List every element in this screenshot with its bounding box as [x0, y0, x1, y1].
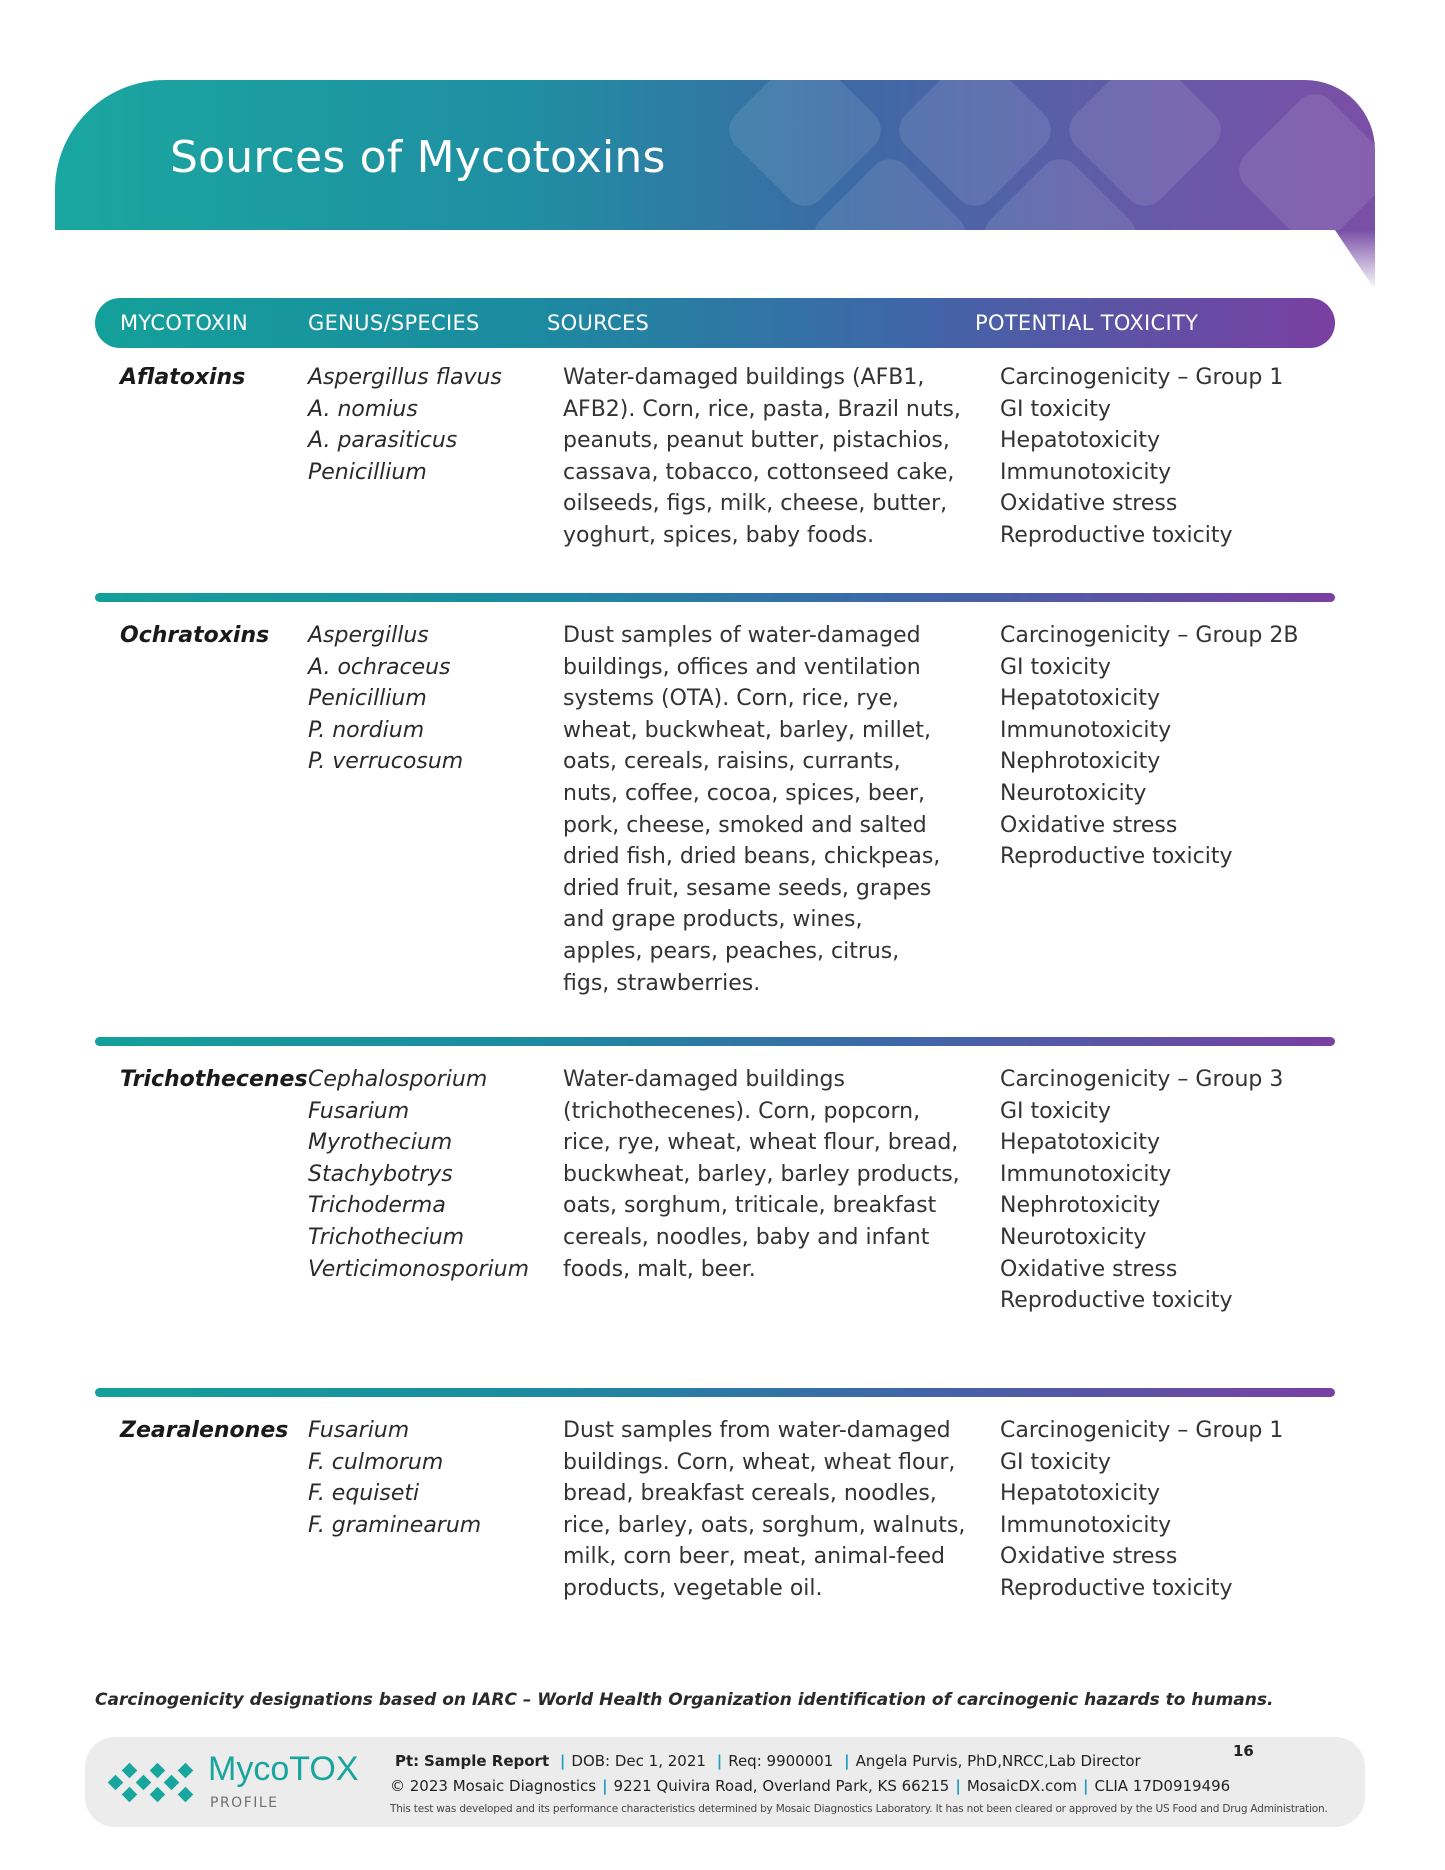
- toxicity-item: Neurotoxicity: [1000, 780, 1147, 806]
- toxicity-item: Carcinogenicity – Group 3: [1000, 1067, 1284, 1092]
- sources-line: milk, corn beer, meat, animal-feed: [563, 1544, 945, 1570]
- toxicity-item: Nephrotoxicity: [1000, 749, 1161, 775]
- mycotox-logo-icon: [105, 1755, 200, 1810]
- sources-cell: [563, 620, 973, 999]
- website-link[interactable]: MosaicDX.com: [966, 1777, 1078, 1795]
- genus-species-item: A. nomius: [308, 396, 418, 422]
- toxicity-item: Nephrotoxicity: [1000, 1193, 1161, 1219]
- column-header-toxicity: POTENTIAL TOXICITY: [975, 311, 1199, 335]
- toxicity-item: GI toxicity: [1000, 654, 1111, 680]
- logo-name: MycoTOX: [208, 1750, 359, 1788]
- sources-line: oilseeds, figs, milk, cheese, butter,: [563, 491, 948, 517]
- sources-cell: [563, 1415, 973, 1605]
- sources-line: buildings, offices and ventilation: [563, 654, 921, 680]
- genus-species-item: Cephalosporium: [308, 1067, 488, 1092]
- table-header: [95, 298, 1335, 348]
- toxicity-item: Reproductive toxicity: [1000, 1575, 1233, 1601]
- sources-line: apples, pears, peaches, citrus,: [563, 938, 900, 964]
- sources-line: peanuts, peanut butter, pistachios,: [563, 428, 950, 454]
- pt-value: Sample Report: [423, 1752, 550, 1770]
- mycotoxin-name: Aflatoxins: [120, 365, 246, 390]
- sources-line: yoghurt, spices, baby foods.: [563, 522, 875, 548]
- toxicity-item: Oxidative stress: [1000, 1256, 1178, 1282]
- genus-species-item: Fusarium: [308, 1098, 410, 1124]
- sources-line: buckwheat, barley, barley products,: [563, 1161, 960, 1187]
- toxicity-item: Reproductive toxicity: [1000, 522, 1233, 548]
- toxicity-item: Neurotoxicity: [1000, 1224, 1147, 1250]
- toxicity-cell: [1000, 1064, 1283, 1317]
- address: 9221 Quivira Road, Overland Park, KS 66215: [613, 1777, 950, 1795]
- genus-species-cell: [308, 1064, 529, 1285]
- column-header-genus: GENUS/SPECIES: [308, 311, 480, 335]
- sources-line: dried fruit, sesame seeds, grapes: [563, 875, 932, 901]
- genus-species-item: Verticimonosporium: [308, 1256, 529, 1282]
- genus-species-item: A. ochraceus: [308, 654, 451, 680]
- banner-tail: [1335, 230, 1375, 290]
- toxicity-item: Oxidative stress: [1000, 1544, 1178, 1570]
- copyright: © 2023 Mosaic Diagnostics: [390, 1777, 597, 1795]
- genus-species-item: Penicillium: [308, 459, 427, 485]
- toxicity-item: Immunotoxicity: [1000, 1512, 1172, 1538]
- page-title: Sources of Mycotoxins: [170, 132, 666, 183]
- lab-director: Angela Purvis, PhD,NRCC,Lab Director: [855, 1752, 1141, 1770]
- sources-cell: [563, 1064, 973, 1285]
- sources-line: rice, rye, wheat, wheat flour, bread,: [563, 1130, 959, 1156]
- toxicity-item: Hepatotoxicity: [1000, 686, 1161, 712]
- toxicity-cell: [1000, 362, 1283, 552]
- genus-species-cell: [308, 362, 502, 488]
- sources-line: systems (OTA). Corn, rice, rye,: [563, 686, 900, 712]
- toxicity-item: Carcinogenicity – Group 1: [1000, 365, 1284, 390]
- toxicity-item: Immunotoxicity: [1000, 459, 1172, 485]
- genus-species-item: F. equiseti: [308, 1481, 420, 1507]
- genus-species-item: P. verrucosum: [308, 749, 464, 775]
- toxicity-item: GI toxicity: [1000, 396, 1111, 422]
- genus-species-item: Myrothecium: [308, 1130, 453, 1156]
- genus-species-item: Aspergillus flavus: [308, 365, 502, 390]
- genus-species-cell: [308, 1415, 481, 1541]
- row-divider: [95, 1388, 1335, 1397]
- sources-line: cereals, noodles, baby and infant: [563, 1224, 930, 1250]
- sources-line: rice, barley, oats, sorghum, walnuts,: [563, 1512, 966, 1538]
- toxicity-item: GI toxicity: [1000, 1449, 1111, 1475]
- sources-cell: [563, 362, 973, 552]
- sources-line: dried fish, dried beans, chickpeas,: [563, 844, 941, 870]
- decorative-diamond: [1230, 85, 1375, 230]
- toxicity-item: Immunotoxicity: [1000, 1161, 1172, 1187]
- dob-label: DOB:: [571, 1752, 611, 1770]
- genus-species-cell: [308, 620, 463, 778]
- toxicity-item: Immunotoxicity: [1000, 717, 1172, 743]
- patient-info-line: Pt: Sample Report | DOB: Dec 1, 2021 | Req: 9900001 | Angela Purvis, PhD,NRCC,Lab Director: [395, 1752, 1141, 1770]
- toxicity-item: GI toxicity: [1000, 1098, 1111, 1124]
- sources-line: figs, strawberries.: [563, 970, 761, 996]
- genus-species-item: Fusarium: [308, 1418, 410, 1443]
- sources-line: and grape products, wines,: [563, 907, 863, 933]
- sources-line: Water-damaged buildings: [563, 1067, 845, 1092]
- toxicity-item: Reproductive toxicity: [1000, 844, 1233, 870]
- toxicity-cell: [1000, 1415, 1283, 1605]
- company-info-line: © 2023 Mosaic Diagnostics | 9221 Quivira Road, Overland Park, KS 66215 | MosaicDX.com | CLIA 17D0919496: [390, 1777, 1231, 1795]
- genus-species-item: F. graminearum: [308, 1512, 482, 1538]
- sources-line: buildings. Corn, wheat, wheat flour,: [563, 1449, 956, 1475]
- footer: [85, 1737, 1365, 1827]
- sources-line: Dust samples from water-damaged: [563, 1418, 951, 1443]
- toxicity-item: Reproductive toxicity: [1000, 1288, 1233, 1314]
- sources-line: Dust samples of water-damaged: [563, 623, 921, 648]
- toxicity-item: Carcinogenicity – Group 1: [1000, 1418, 1284, 1443]
- toxicity-item: Oxidative stress: [1000, 491, 1178, 517]
- sources-line: products, vegetable oil.: [563, 1575, 823, 1601]
- toxicity-item: Hepatotoxicity: [1000, 1130, 1161, 1156]
- fda-disclaimer: This test was developed and its performance characteristics determined by Mosaic Diagnostics Laboratory. It has not been cleared or approved by the US Food and Drug Administration.: [390, 1803, 1328, 1815]
- toxicity-item: Hepatotoxicity: [1000, 1481, 1161, 1507]
- column-header-mycotoxin: MYCOTOXIN: [120, 311, 248, 335]
- toxicity-item: Carcinogenicity – Group 2B: [1000, 623, 1299, 648]
- header-banner: [55, 80, 1375, 230]
- row-divider: [95, 593, 1335, 602]
- genus-species-item: Penicillium: [308, 686, 427, 712]
- genus-species-item: A. parasiticus: [308, 428, 458, 454]
- toxicity-item: Hepatotoxicity: [1000, 428, 1161, 454]
- sources-line: bread, breakfast cereals, noodles,: [563, 1481, 937, 1507]
- sources-line: foods, malt, beer.: [563, 1256, 756, 1282]
- sources-line: nuts, coffee, cocoa, spices, beer,: [563, 780, 926, 806]
- pt-label: Pt:: [395, 1752, 420, 1770]
- toxicity-cell: [1000, 620, 1298, 873]
- clia-number: CLIA 17D0919496: [1094, 1777, 1231, 1795]
- sources-line: oats, sorghum, triticale, breakfast: [563, 1193, 937, 1219]
- sources-line: Water-damaged buildings (AFB1,: [563, 365, 925, 390]
- req-value: 9900001: [766, 1752, 834, 1770]
- sources-line: cassava, tobacco, cottonseed cake,: [563, 459, 955, 485]
- genus-species-item: Aspergillus: [308, 623, 429, 648]
- dob-value: Dec 1, 2021: [614, 1752, 706, 1770]
- genus-species-item: F. culmorum: [308, 1449, 444, 1475]
- genus-species-item: Trichoderma: [308, 1193, 446, 1219]
- row-divider: [95, 1037, 1335, 1046]
- sources-line: oats, cereals, raisins, currants,: [563, 749, 901, 775]
- toxicity-item: Oxidative stress: [1000, 812, 1178, 838]
- sources-line: wheat, buckwheat, barley, millet,: [563, 717, 931, 743]
- page-number: 16: [1233, 1742, 1254, 1760]
- sources-line: (trichothecenes). Corn, popcorn,: [563, 1098, 921, 1124]
- mycotoxin-name: Trichothecenes: [120, 1067, 308, 1092]
- req-label: Req:: [728, 1752, 762, 1770]
- column-header-sources: SOURCES: [547, 311, 650, 335]
- logo-subtitle: PROFILE: [210, 1795, 279, 1811]
- sources-line: AFB2). Corn, rice, pasta, Brazil nuts,: [563, 396, 961, 422]
- genus-species-item: P. nordium: [308, 717, 425, 743]
- footnote: Carcinogenicity designations based on IARC – World Health Organization identification of carcinogenic hazards to humans.: [95, 1690, 1274, 1710]
- mycotoxin-name: Zearalenones: [120, 1418, 289, 1443]
- genus-species-item: Trichothecium: [308, 1224, 465, 1250]
- mycotoxin-name: Ochratoxins: [120, 623, 270, 648]
- genus-species-item: Stachybotrys: [308, 1161, 453, 1187]
- sources-line: pork, cheese, smoked and salted: [563, 812, 927, 838]
